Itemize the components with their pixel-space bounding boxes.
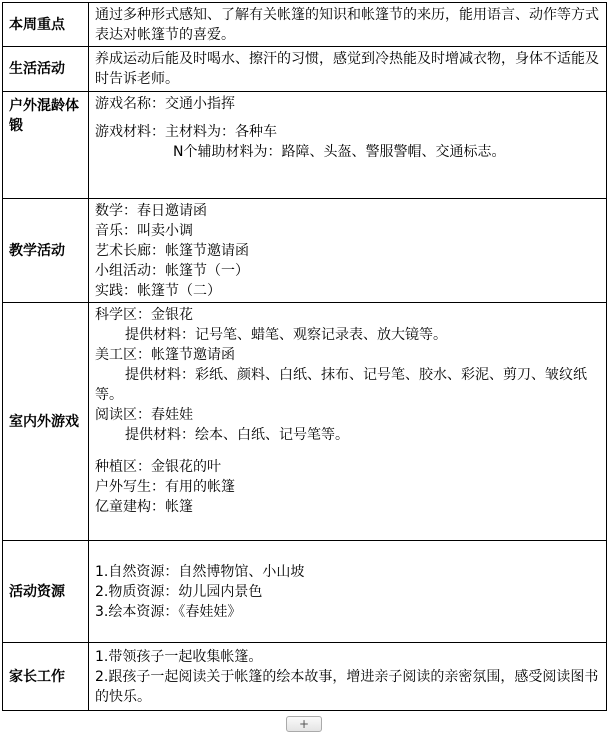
content-line: 提供材料：记号笔、蜡笔、观察记录表、放大镜等。 — [125, 327, 447, 343]
content-line: N个辅助材料为：路障、头盔、警服警帽、交通标志。 — [173, 144, 506, 160]
content-line: 户外写生：有用的帐篷 — [95, 479, 235, 495]
row-content — [89, 643, 607, 711]
table-row — [3, 199, 607, 303]
row-label: 生活活动 — [3, 47, 89, 92]
row-label: 教学活动 — [3, 199, 89, 303]
content-line: 2.跟孩子一起阅读关于帐篷的绘本故事，增进亲子阅读的亲密氛围，感受阅读图书的快乐。 — [95, 669, 599, 705]
content-line: 亿童建构：帐篷 — [95, 499, 193, 515]
row-content — [89, 199, 607, 303]
row-label: 家长工作 — [3, 643, 89, 711]
content-line: 阅读区：春娃娃 — [95, 407, 193, 423]
row-content — [89, 92, 607, 199]
content-line: 美工区：帐篷节邀请函 — [95, 347, 235, 363]
content-line: 通过多种形式感知、了解有关帐篷的知识和帐篷节的来历，能用语言、动作等方式表达对帐篷节的喜爱。 — [95, 7, 599, 43]
table-row — [3, 92, 607, 199]
content-line: 游戏名称：交通小指挥 — [95, 96, 235, 112]
weekly-plan-table — [2, 2, 607, 711]
content-line: 提供材料：绘本、白纸、记号笔等。 — [125, 427, 349, 443]
content-line: 1.带领孩子一起收集帐篷。 — [95, 649, 263, 665]
content-line: 艺术长廊：帐篷节邀请函 — [95, 243, 249, 259]
row-content — [89, 303, 607, 541]
table-row — [3, 47, 607, 92]
content-line: 实践：帐篷节（二） — [95, 283, 221, 299]
table-row — [3, 3, 607, 47]
row-label: 户外混龄体锻 — [3, 92, 89, 199]
table-row — [3, 643, 607, 711]
content-line: 养成运动后能及时喝水、擦汗的习惯，感觉到冷热能及时增减衣物，身体不适能及时告诉老师。 — [95, 51, 599, 87]
row-label: 本周重点 — [3, 3, 89, 47]
content-line: 种植区：金银花的叶 — [95, 459, 221, 475]
content-line: 科学区：金银花 — [95, 307, 193, 323]
content-line: 提供材料：彩纸、颜料、白纸、抹布、记号笔、胶水、彩泥、剪刀、皱纹纸等。 — [95, 367, 587, 403]
content-line: 1.自然资源：自然博物馆、小山坡 — [95, 564, 305, 580]
content-line: 音乐：叫卖小调 — [95, 223, 193, 239]
table-row — [3, 541, 607, 643]
table-row — [3, 303, 607, 541]
content-line: 2.物质资源：幼儿园内景色 — [95, 584, 263, 600]
content-line: 游戏材料：主材料为：各种车 — [95, 124, 277, 140]
row-content — [89, 3, 607, 47]
row-content — [89, 47, 607, 92]
content-line: 数学：春日邀请函 — [95, 203, 207, 219]
expand-table-button[interactable]: + — [286, 716, 322, 732]
row-content — [89, 541, 607, 643]
content-line: 小组活动：帐篷节（一） — [95, 263, 249, 279]
row-label: 室内外游戏 — [3, 303, 89, 541]
row-label: 活动资源 — [3, 541, 89, 643]
content-line: 3.绘本资源：《春娃娃》 — [95, 604, 242, 620]
